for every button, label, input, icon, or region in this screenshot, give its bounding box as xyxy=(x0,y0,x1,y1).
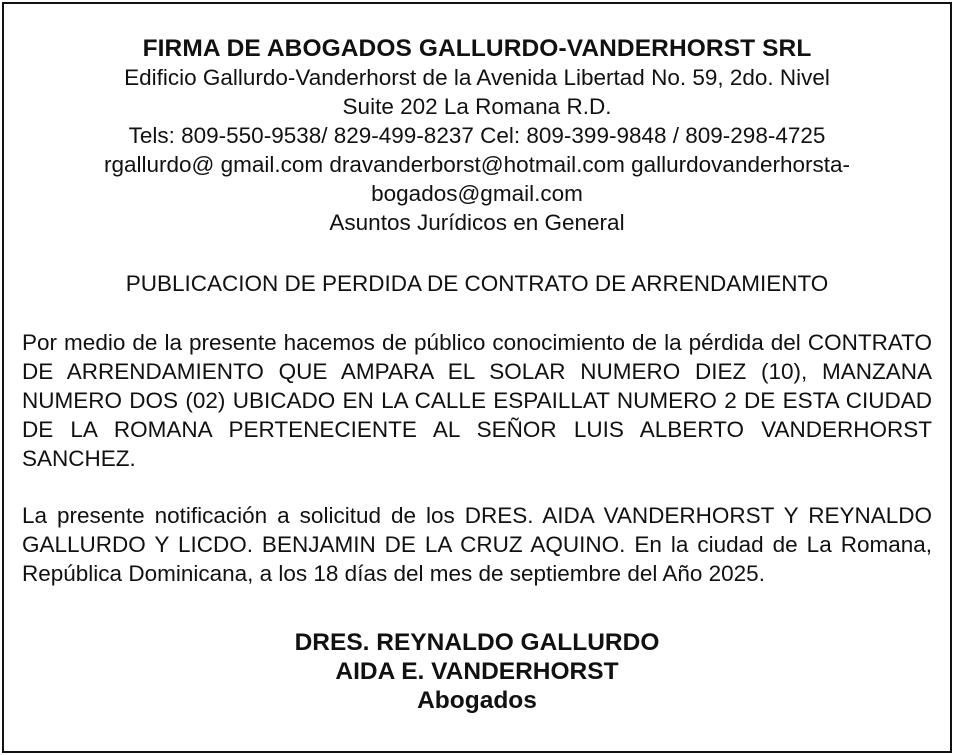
firm-emails-line-2: bogados@gmail.com xyxy=(371,181,583,206)
firm-name: FIRMA DE ABOGADOS GALLURDO-VANDERHORST SRL xyxy=(142,35,812,62)
firm-practice: Asuntos Jurídicos en General xyxy=(329,210,625,235)
firm-address-line-1: Edificio Gallurdo-Vanderhorst de la Avenida Libertad No. 59, 2do. Nivel xyxy=(124,65,830,90)
legal-notice xyxy=(2,2,952,753)
publication-title: PUBLICACION DE PERDIDA DE CONTRATO DE ARRENDAMIENTO xyxy=(125,271,829,296)
firm-header xyxy=(4,34,950,237)
signature-block xyxy=(4,628,950,715)
notice-paragraph-2: La presente notificación a solicitud de los DRES. AIDA VANDERHORST Y REYNALDO GALLURDO Y LICDO. BENJAMIN DE LA CRUZ AQUINO. En la ciudad de La Romana, República Dominicana, a los 18 días del mes de septiembre del Año 2025. xyxy=(22,503,932,586)
signature-line-2: AIDA E. VANDERHORST xyxy=(335,658,619,685)
firm-emails-line-1: rgallurdo@ gmail.com dravanderborst@hotmail.com gallurdovanderhorsta- xyxy=(103,152,850,177)
firm-address-line-2: Suite 202 La Romana R.D. xyxy=(342,94,612,119)
signature-line-1: DRES. REYNALDO GALLURDO xyxy=(294,629,660,656)
notice-paragraph-1: Por medio de la presente hacemos de público conocimiento de la pérdida del CONTRATO DE ARRENDAMIENTO QUE AMPARA EL SOLAR NUMERO DIEZ (10), MANZANA NUMERO DOS (02) UBICADO EN LA CALLE ESPAILLAT NUMERO 2 DE ESTA CIUDAD DE LA ROMANA PERTENECIENTE AL SEÑOR LUIS ALBERTO VANDERHORST SANCHEZ. xyxy=(22,330,932,471)
signature-line-3: Abogados xyxy=(417,687,537,714)
firm-phones: Tels: 809-550-9538/ 829-499-8237 Cel: 809-399-9848 / 809-298-4725 xyxy=(128,123,826,148)
